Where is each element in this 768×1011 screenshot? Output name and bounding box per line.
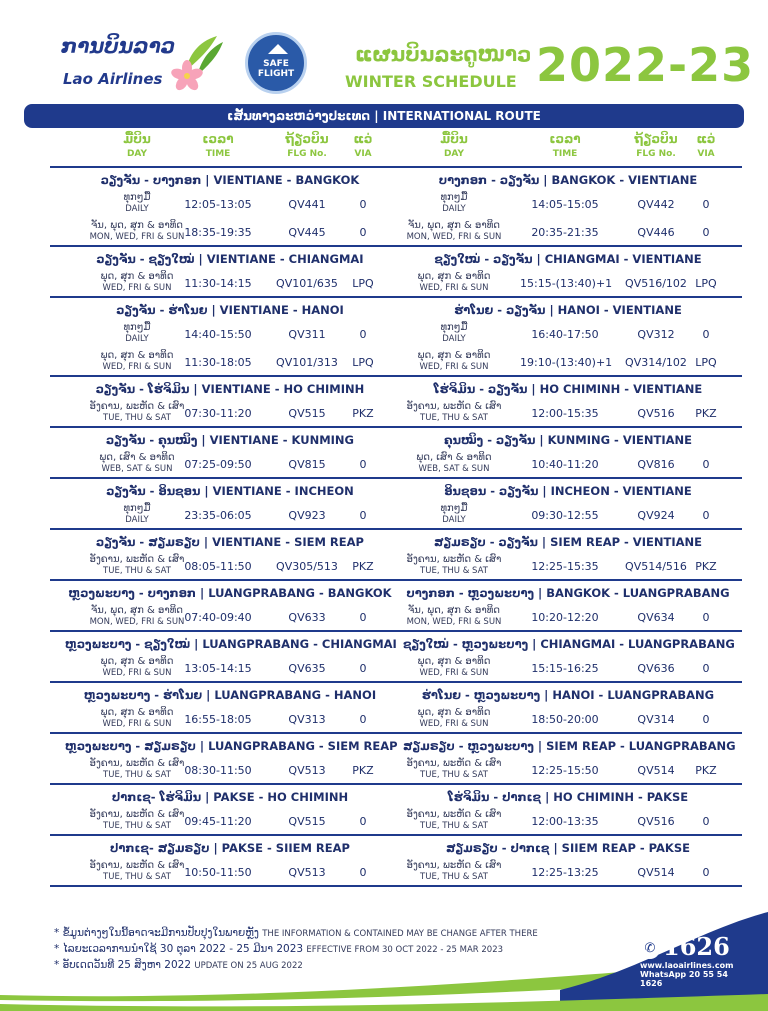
day-lao: ພຸດ, ສຸກ & ອາທິດ bbox=[417, 271, 491, 282]
right-time-cell: 15:15-16:25 bbox=[531, 662, 599, 675]
frangipani-flower-icon bbox=[167, 32, 227, 92]
day-en: DAILY bbox=[125, 204, 149, 214]
hotline[interactable] bbox=[640, 932, 750, 961]
day-lao: ອັງຄານ, ພະຫັດ & ເສົາ bbox=[89, 758, 185, 769]
left-time-cell: 09:45-11:20 bbox=[184, 815, 252, 828]
right-time-cell: 19:10-(13:40)+1 bbox=[520, 356, 613, 369]
left-col-via-lao: ແວ່ bbox=[353, 132, 373, 146]
day-en: WED, FRI & SUN bbox=[102, 362, 172, 372]
note-2-en: EFFECTIVE FROM 30 OCT 2022 - 25 MAR 2023 bbox=[306, 945, 504, 955]
day-lao: ພຸດ, ເສົາ & ອາທິດ bbox=[416, 452, 492, 463]
day-lao: ພຸດ, ສຸກ & ອາທິດ bbox=[100, 271, 174, 282]
right-flight-number-cell: QV314/102 bbox=[625, 356, 687, 369]
right-route-title: ໂຮ່ຈິມິນ - ວຽງຈັນ | HO CHIMINH - VIENTIANE bbox=[433, 382, 703, 396]
day-lao: ອັງຄານ, ພະຫັດ & ເສົາ bbox=[406, 401, 502, 412]
left-flight-number-cell: QV515 bbox=[288, 815, 326, 828]
day-lao: ອັງຄານ, ພະຫັດ & ເສົາ bbox=[406, 554, 502, 565]
right-time-cell: 12:25-15:35 bbox=[531, 560, 599, 573]
left-via-cell: PKZ bbox=[352, 560, 374, 573]
day-lao: ອັງຄານ, ພະຫັດ & ເສົາ bbox=[89, 860, 185, 871]
left-time-cell: 07:30-11:20 bbox=[184, 407, 252, 420]
day-lao: ທຸກໆມື້ bbox=[440, 322, 468, 333]
right-route-title: ສຽມຣຽບ - ປາກເຊ | SIIEM REAP - PAKSE bbox=[446, 841, 690, 855]
phone-icon: ✆ bbox=[640, 939, 660, 959]
right-flight-number-cell: QV924 bbox=[637, 509, 675, 522]
day-lao: ອັງຄານ, ພະຫັດ & ເສົາ bbox=[89, 401, 185, 412]
right-day-cell bbox=[379, 350, 529, 373]
left-time-cell: 11:30-14:15 bbox=[184, 277, 252, 290]
left-via-cell: PKZ bbox=[352, 407, 374, 420]
day-en: TUE, THU & SAT bbox=[420, 413, 488, 423]
left-route-title: ວຽງຈັນ - ສຽມຣຽບ | VIENTIANE - SIEM REAP bbox=[96, 535, 364, 549]
right-time-cell: 20:35-21:35 bbox=[531, 226, 599, 239]
left-col-flg bbox=[266, 132, 348, 166]
day-en: TUE, THU & SAT bbox=[103, 872, 171, 882]
left-col-via bbox=[343, 132, 383, 166]
left-via-cell: 0 bbox=[359, 198, 367, 211]
left-via-cell: LPQ bbox=[352, 356, 374, 369]
separator-line bbox=[50, 630, 742, 632]
day-en: TUE, THU & SAT bbox=[103, 566, 171, 576]
day-en: TUE, THU & SAT bbox=[103, 770, 171, 780]
day-en: TUE, THU & SAT bbox=[420, 821, 488, 831]
left-col-flg-lao: ຖ້ຽວບິນ bbox=[285, 132, 329, 146]
left-flight-number-cell: QV313 bbox=[288, 713, 326, 726]
right-via-cell: PKZ bbox=[695, 560, 717, 573]
day-lao: ຈັນ, ພຸດ, ສຸກ & ອາທິດ bbox=[91, 605, 183, 616]
right-day-cell bbox=[379, 220, 529, 243]
contact-block bbox=[640, 932, 750, 988]
day-en: TUE, THU & SAT bbox=[420, 770, 488, 780]
left-route-title: ຫຼວງພະບາງ - ຊຽງໃໝ່ | LUANGPRABANG - CHIANGMAI bbox=[65, 637, 397, 651]
left-route-title: ຫຼວງພະບາງ - ຮ່າໂນຍ | LUANGPRABANG - HANOI bbox=[83, 688, 377, 702]
separator-line bbox=[50, 579, 742, 581]
right-flight-number-cell: QV816 bbox=[637, 458, 675, 471]
day-lao: ທຸກໆມື້ bbox=[440, 503, 468, 514]
left-time-cell: 07:40-09:40 bbox=[184, 611, 252, 624]
day-lao: ພຸດ, ສຸກ & ອາທິດ bbox=[100, 656, 174, 667]
day-en: WED, FRI & SUN bbox=[419, 283, 489, 293]
left-flight-number-cell: QV923 bbox=[288, 509, 326, 522]
left-time-cell: 13:05-14:15 bbox=[184, 662, 252, 675]
day-en: TUE, THU & SAT bbox=[420, 566, 488, 576]
left-time-cell: 07:25-09:50 bbox=[184, 458, 252, 471]
left-via-cell: LPQ bbox=[352, 277, 374, 290]
right-time-cell: 12:00-13:35 bbox=[531, 815, 599, 828]
day-en: DAILY bbox=[442, 334, 466, 344]
day-en: MON, WED, FRI & SUN bbox=[406, 232, 502, 242]
left-flight-number-cell: QV815 bbox=[288, 458, 326, 471]
right-flight-number-cell: QV514 bbox=[637, 764, 675, 777]
left-time-cell: 08:30-11:50 bbox=[184, 764, 252, 777]
separator-line bbox=[50, 783, 742, 785]
right-flight-number-cell: QV636 bbox=[637, 662, 675, 675]
right-route-title: ຊຽງໃໝ່ - ວຽງຈັນ | CHIANGMAI - VIENTIANE bbox=[434, 252, 702, 266]
right-via-cell: LPQ bbox=[695, 277, 717, 290]
day-en: MON, WED, FRI & SUN bbox=[89, 232, 185, 242]
left-via-cell: PKZ bbox=[352, 764, 374, 777]
separator-line bbox=[50, 834, 742, 836]
left-flight-number-cell: QV305/513 bbox=[276, 560, 338, 573]
day-lao: ຈັນ, ພຸດ, ສຸກ & ອາທິດ bbox=[408, 220, 500, 231]
separator-line bbox=[50, 426, 742, 428]
day-en: WED, FRI & SUN bbox=[419, 668, 489, 678]
left-via-cell: 0 bbox=[359, 713, 367, 726]
right-route-title: ສຽມຣຽບ - ຫຼວງພະບາງ | SIEM REAP - LUANGPRABANG bbox=[403, 739, 736, 753]
left-flight-number-cell: QV311 bbox=[288, 328, 326, 341]
right-col-day-en: DAY bbox=[443, 149, 465, 159]
right-col-time-en: TIME bbox=[552, 149, 578, 159]
left-flight-number-cell: QV633 bbox=[288, 611, 326, 624]
left-flight-number-cell: QV101/635 bbox=[276, 277, 338, 290]
left-col-time-en: TIME bbox=[205, 149, 231, 159]
left-col-day-lao: ມື້ບິນ bbox=[123, 132, 151, 146]
day-lao: ທຸກໆມື້ bbox=[123, 192, 151, 203]
right-via-cell: 0 bbox=[702, 226, 710, 239]
day-lao: ອັງຄານ, ພະຫັດ & ເສົາ bbox=[406, 758, 502, 769]
left-route-title: ຫຼວງພະບາງ - ສຽມຣຽບ | LUANGPRABANG - SIEM REAP bbox=[65, 739, 398, 753]
right-day-cell bbox=[379, 656, 529, 679]
right-day-cell bbox=[379, 322, 529, 345]
right-col-time bbox=[520, 132, 610, 166]
right-col-day bbox=[379, 132, 529, 166]
day-en: TUE, THU & SAT bbox=[103, 821, 171, 831]
right-via-cell: 0 bbox=[702, 713, 710, 726]
right-via-cell: 0 bbox=[702, 866, 710, 879]
day-en: WEB, SAT & SUN bbox=[418, 464, 490, 474]
day-en: WED, FRI & SUN bbox=[102, 668, 172, 678]
right-via-cell: 0 bbox=[702, 815, 710, 828]
day-en: WED, FRI & SUN bbox=[102, 283, 172, 293]
logo-en-text: Lao Airlines bbox=[63, 70, 163, 88]
website-link[interactable]: www.laoairlines.com bbox=[640, 961, 734, 970]
left-col-day-en: DAY bbox=[126, 149, 148, 159]
left-flight-number-cell: QV635 bbox=[288, 662, 326, 675]
left-via-cell: 0 bbox=[359, 509, 367, 522]
day-lao: ທຸກໆມື້ bbox=[440, 192, 468, 203]
right-flight-number-cell: QV314 bbox=[637, 713, 675, 726]
right-day-cell bbox=[379, 503, 529, 526]
right-col-flg-lao: ຖ້ຽວບິນ bbox=[634, 132, 678, 146]
day-en: WED, FRI & SUN bbox=[419, 719, 489, 729]
hotline-number: 1626 bbox=[663, 932, 730, 961]
left-via-cell: 0 bbox=[359, 458, 367, 471]
day-en: WED, FRI & SUN bbox=[102, 719, 172, 729]
right-time-cell: 18:50-20:00 bbox=[531, 713, 599, 726]
left-via-cell: 0 bbox=[359, 226, 367, 239]
day-lao: ອັງຄານ, ພະຫັດ & ເສົາ bbox=[406, 809, 502, 820]
separator-line bbox=[50, 885, 742, 887]
right-via-cell: 0 bbox=[702, 662, 710, 675]
day-en: MON, WED, FRI & SUN bbox=[406, 617, 502, 627]
day-en: DAILY bbox=[125, 515, 149, 525]
right-route-title: ສຽມຣຽບ - ວຽງຈັນ | SIEM REAP - VIENTIANE bbox=[434, 535, 702, 549]
day-lao: ພຸດ, ສຸກ & ອາທິດ bbox=[100, 350, 174, 361]
left-via-cell: 0 bbox=[359, 866, 367, 879]
season-title-lao: ແຜນບິນລະດູໜາວ bbox=[355, 42, 532, 66]
right-time-cell: 09:30-12:55 bbox=[531, 509, 599, 522]
left-col-flg-en: FLG No. bbox=[287, 149, 327, 159]
day-lao: ອັງຄານ, ພະຫັດ & ເສົາ bbox=[89, 809, 185, 820]
right-via-cell: 0 bbox=[702, 198, 710, 211]
right-col-via-lao: ແວ່ bbox=[696, 132, 716, 146]
left-route-title: ປາກເຊ- ໂຮ່ຈິມິນ | PAKSE - HO CHIMINH bbox=[111, 790, 349, 804]
left-route-title: ຫຼວງພະບາງ - ບາງກອກ | LUANGPRABANG - BANGKOK bbox=[68, 586, 392, 600]
safe-flight-roof-icon bbox=[268, 44, 288, 54]
right-time-cell: 10:40-11:20 bbox=[531, 458, 599, 471]
day-lao: ອັງຄານ, ພະຫັດ & ເສົາ bbox=[89, 554, 185, 565]
badge-line2: FLIGHT bbox=[257, 69, 295, 79]
day-en: WEB, SAT & SUN bbox=[101, 464, 173, 474]
right-day-cell bbox=[379, 707, 529, 730]
right-col-time-lao: ເວລາ bbox=[549, 132, 581, 146]
left-via-cell: 0 bbox=[359, 328, 367, 341]
left-flight-number-cell: QV445 bbox=[288, 226, 326, 239]
right-via-cell: 0 bbox=[702, 509, 710, 522]
left-flight-number-cell: QV101/313 bbox=[276, 356, 338, 369]
right-flight-number-cell: QV312 bbox=[637, 328, 675, 341]
right-flight-number-cell: QV446 bbox=[637, 226, 675, 239]
right-time-cell: 12:25-15:50 bbox=[531, 764, 599, 777]
right-time-cell: 10:20-12:20 bbox=[531, 611, 599, 624]
left-time-cell: 14:40-15:50 bbox=[184, 328, 252, 341]
schedule-year: 2022-23 bbox=[536, 38, 755, 92]
separator-line bbox=[50, 528, 742, 530]
left-flight-number-cell: QV441 bbox=[288, 198, 326, 211]
left-route-title: ວຽງຈັນ - ຊຽງໃໝ່ | VIENTIANE - CHIANGMAI bbox=[96, 252, 364, 266]
right-day-cell bbox=[379, 271, 529, 294]
separator-line bbox=[50, 375, 742, 377]
right-day-cell bbox=[379, 605, 529, 628]
right-via-cell: 0 bbox=[702, 611, 710, 624]
right-route-title: ບາງກອກ - ຫຼວງພະບາງ | BANGKOK - LUANGPRABANG bbox=[406, 586, 730, 600]
right-day-cell bbox=[379, 192, 529, 215]
right-via-cell: PKZ bbox=[695, 764, 717, 777]
left-time-cell: 11:30-18:05 bbox=[184, 356, 252, 369]
left-col-time-lao: ເວລາ bbox=[202, 132, 234, 146]
day-en: DAILY bbox=[125, 334, 149, 344]
day-en: TUE, THU & SAT bbox=[103, 413, 171, 423]
right-time-cell: 16:40-17:50 bbox=[531, 328, 599, 341]
day-en: MON, WED, FRI & SUN bbox=[89, 617, 185, 627]
right-col-flg bbox=[615, 132, 697, 166]
left-col-via-en: VIA bbox=[354, 149, 372, 159]
separator-line bbox=[50, 166, 742, 168]
right-flight-number-cell: QV514/516 bbox=[625, 560, 687, 573]
day-lao: ພຸດ, ເສົາ & ອາທິດ bbox=[99, 452, 175, 463]
left-time-cell: 10:50-11:50 bbox=[184, 866, 252, 879]
right-col-day-lao: ມື້ບິນ bbox=[440, 132, 468, 146]
right-col-via bbox=[686, 132, 726, 166]
right-time-cell: 15:15-(13:40)+1 bbox=[520, 277, 613, 290]
day-lao: ພຸດ, ສຸກ & ອາທິດ bbox=[417, 707, 491, 718]
left-col-time bbox=[173, 132, 263, 166]
right-flight-number-cell: QV442 bbox=[637, 198, 675, 211]
left-route-title: ວຽງຈັນ - ຄຸນໝິງ | VIENTIANE - KUNMING bbox=[105, 433, 354, 447]
day-en: DAILY bbox=[442, 204, 466, 214]
day-lao: ທຸກໆມື້ bbox=[123, 322, 151, 333]
right-via-cell: 0 bbox=[702, 458, 710, 471]
right-flight-number-cell: QV514 bbox=[637, 866, 675, 879]
left-via-cell: 0 bbox=[359, 611, 367, 624]
left-flight-number-cell: QV513 bbox=[288, 866, 326, 879]
right-col-via-en: VIA bbox=[697, 149, 715, 159]
right-route-title: ໂຮ່ຈິມິນ - ປາກເຊ | HO CHIMINH - PAKSE bbox=[447, 790, 689, 804]
right-col-flg-en: FLG No. bbox=[636, 149, 676, 159]
right-via-cell: LPQ bbox=[695, 356, 717, 369]
note-1-en: THE INFORMATION & CONTAINED MAY BE CHANGE AFTER THERE bbox=[262, 929, 538, 939]
day-lao: ອັງຄານ, ພະຫັດ & ເສົາ bbox=[406, 860, 502, 871]
right-route-title: ຄຸນໝິງ - ວຽງຈັນ | KUNMING - VIENTIANE bbox=[443, 433, 692, 447]
day-lao: ຈັນ, ພຸດ, ສຸກ & ອາທິດ bbox=[408, 605, 500, 616]
right-via-cell: 0 bbox=[702, 328, 710, 341]
left-flight-number-cell: QV515 bbox=[288, 407, 326, 420]
right-route-title: ບາງກອກ - ວຽງຈັນ | BANGKOK - VIENTIANE bbox=[438, 173, 698, 187]
day-en: TUE, THU & SAT bbox=[420, 872, 488, 882]
logo-lao-text: ການບິນລາວ bbox=[61, 34, 176, 58]
international-route-banner: ເສັ້ນທາງລະຫວ່າງປະເທດ | INTERNATIONAL ROUTE bbox=[24, 104, 744, 128]
note-1-lao: * ຂໍ້ມູນຕ່າງໆໃນນີ້ອາດຈະມີການປັບປຸງໃນພາຍຫຼັງ bbox=[54, 927, 259, 939]
note-3-en: UPDATE ON 25 AUG 2022 bbox=[194, 961, 303, 971]
right-flight-number-cell: QV516/102 bbox=[625, 277, 687, 290]
right-day-cell bbox=[379, 452, 529, 475]
left-route-title: ວຽງຈັນ - ຮ່າໂນຍ | VIENTIANE - HANOI bbox=[116, 303, 344, 317]
left-time-cell: 16:55-18:05 bbox=[184, 713, 252, 726]
day-en: DAILY bbox=[442, 515, 466, 525]
left-route-title: ວຽງຈັນ - ໂຮ່ຈິມິນ | VIENTIANE - HO CHIMINH bbox=[95, 382, 365, 396]
day-lao: ຈັນ, ພຸດ, ສຸກ & ອາທິດ bbox=[91, 220, 183, 231]
right-time-cell: 14:05-15:05 bbox=[531, 198, 599, 211]
note-3-lao: * ອັບເດດວັນທີ 25 ສິງຫາ 2022 bbox=[54, 959, 192, 971]
day-lao: ພຸດ, ສຸກ & ອາທິດ bbox=[417, 350, 491, 361]
right-via-cell: PKZ bbox=[695, 407, 717, 420]
right-route-title: ຊຽງໃໝ່ - ຫຼວງພະບາງ | CHIANGMAI - LUANGPRABANG bbox=[403, 637, 735, 651]
day-lao: ພຸດ, ສຸກ & ອາທິດ bbox=[417, 656, 491, 667]
right-day-cell bbox=[379, 554, 529, 577]
right-flight-number-cell: QV516 bbox=[637, 407, 675, 420]
left-route-title: ວຽງຈັນ - ບາງກອກ | VIENTIANE - BANGKOK bbox=[100, 173, 360, 187]
separator-line bbox=[50, 681, 742, 683]
badge-line1: SAFE bbox=[263, 59, 289, 69]
separator-line bbox=[50, 732, 742, 734]
separator-line bbox=[50, 245, 742, 247]
left-via-cell: 0 bbox=[359, 662, 367, 675]
left-via-cell: 0 bbox=[359, 815, 367, 828]
right-route-title: ຮ່າໂນຍ - ຫຼວງພະບາງ | HANOI - LUANGPRABANG bbox=[421, 688, 715, 702]
header bbox=[0, 0, 768, 100]
day-lao: ທຸກໆມື້ bbox=[123, 503, 151, 514]
right-flight-number-cell: QV516 bbox=[637, 815, 675, 828]
right-route-title: ອິນຊອນ - ວຽງຈັນ | INCHEON - VIENTIANE bbox=[444, 484, 692, 498]
right-flight-number-cell: QV634 bbox=[637, 611, 675, 624]
left-route-title: ວຽງຈັນ - ອິນຊອນ | VIENTIANE - INCHEON bbox=[106, 484, 354, 498]
season-title-en: WINTER SCHEDULE bbox=[345, 72, 517, 91]
day-lao: ພຸດ, ສຸກ & ອາທິດ bbox=[100, 707, 174, 718]
separator-line bbox=[50, 296, 742, 298]
right-day-cell bbox=[379, 860, 529, 883]
right-time-cell: 12:00-15:35 bbox=[531, 407, 599, 420]
left-time-cell: 18:35-19:35 bbox=[184, 226, 252, 239]
left-route-title: ປາກເຊ- ສຽມຣຽບ | PAKSE - SIIEM REAP bbox=[110, 841, 350, 855]
day-en: WED, FRI & SUN bbox=[419, 362, 489, 372]
lao-airlines-logo[interactable] bbox=[55, 30, 225, 96]
right-day-cell bbox=[379, 401, 529, 424]
right-day-cell bbox=[379, 809, 529, 832]
separator-line bbox=[50, 477, 742, 479]
left-flight-number-cell: QV513 bbox=[288, 764, 326, 777]
right-route-title: ຮ່າໂນຍ - ວຽງຈັນ | HANOI - VIENTIANE bbox=[454, 303, 682, 317]
right-time-cell: 12:25-13:25 bbox=[531, 866, 599, 879]
left-time-cell: 23:35-06:05 bbox=[184, 509, 252, 522]
safe-flight-badge bbox=[245, 32, 307, 94]
left-time-cell: 12:05-13:05 bbox=[184, 198, 252, 211]
left-time-cell: 08:05-11:50 bbox=[184, 560, 252, 573]
whatsapp-number[interactable]: WhatsApp 20 55 54 1626 bbox=[640, 970, 728, 988]
note-2-lao: * ໄລຍະເວລາການນຳໃຊ້ 30 ຕຸລາ 2022 - 25 ມີນາ 2023 bbox=[54, 943, 304, 955]
right-day-cell bbox=[379, 758, 529, 781]
